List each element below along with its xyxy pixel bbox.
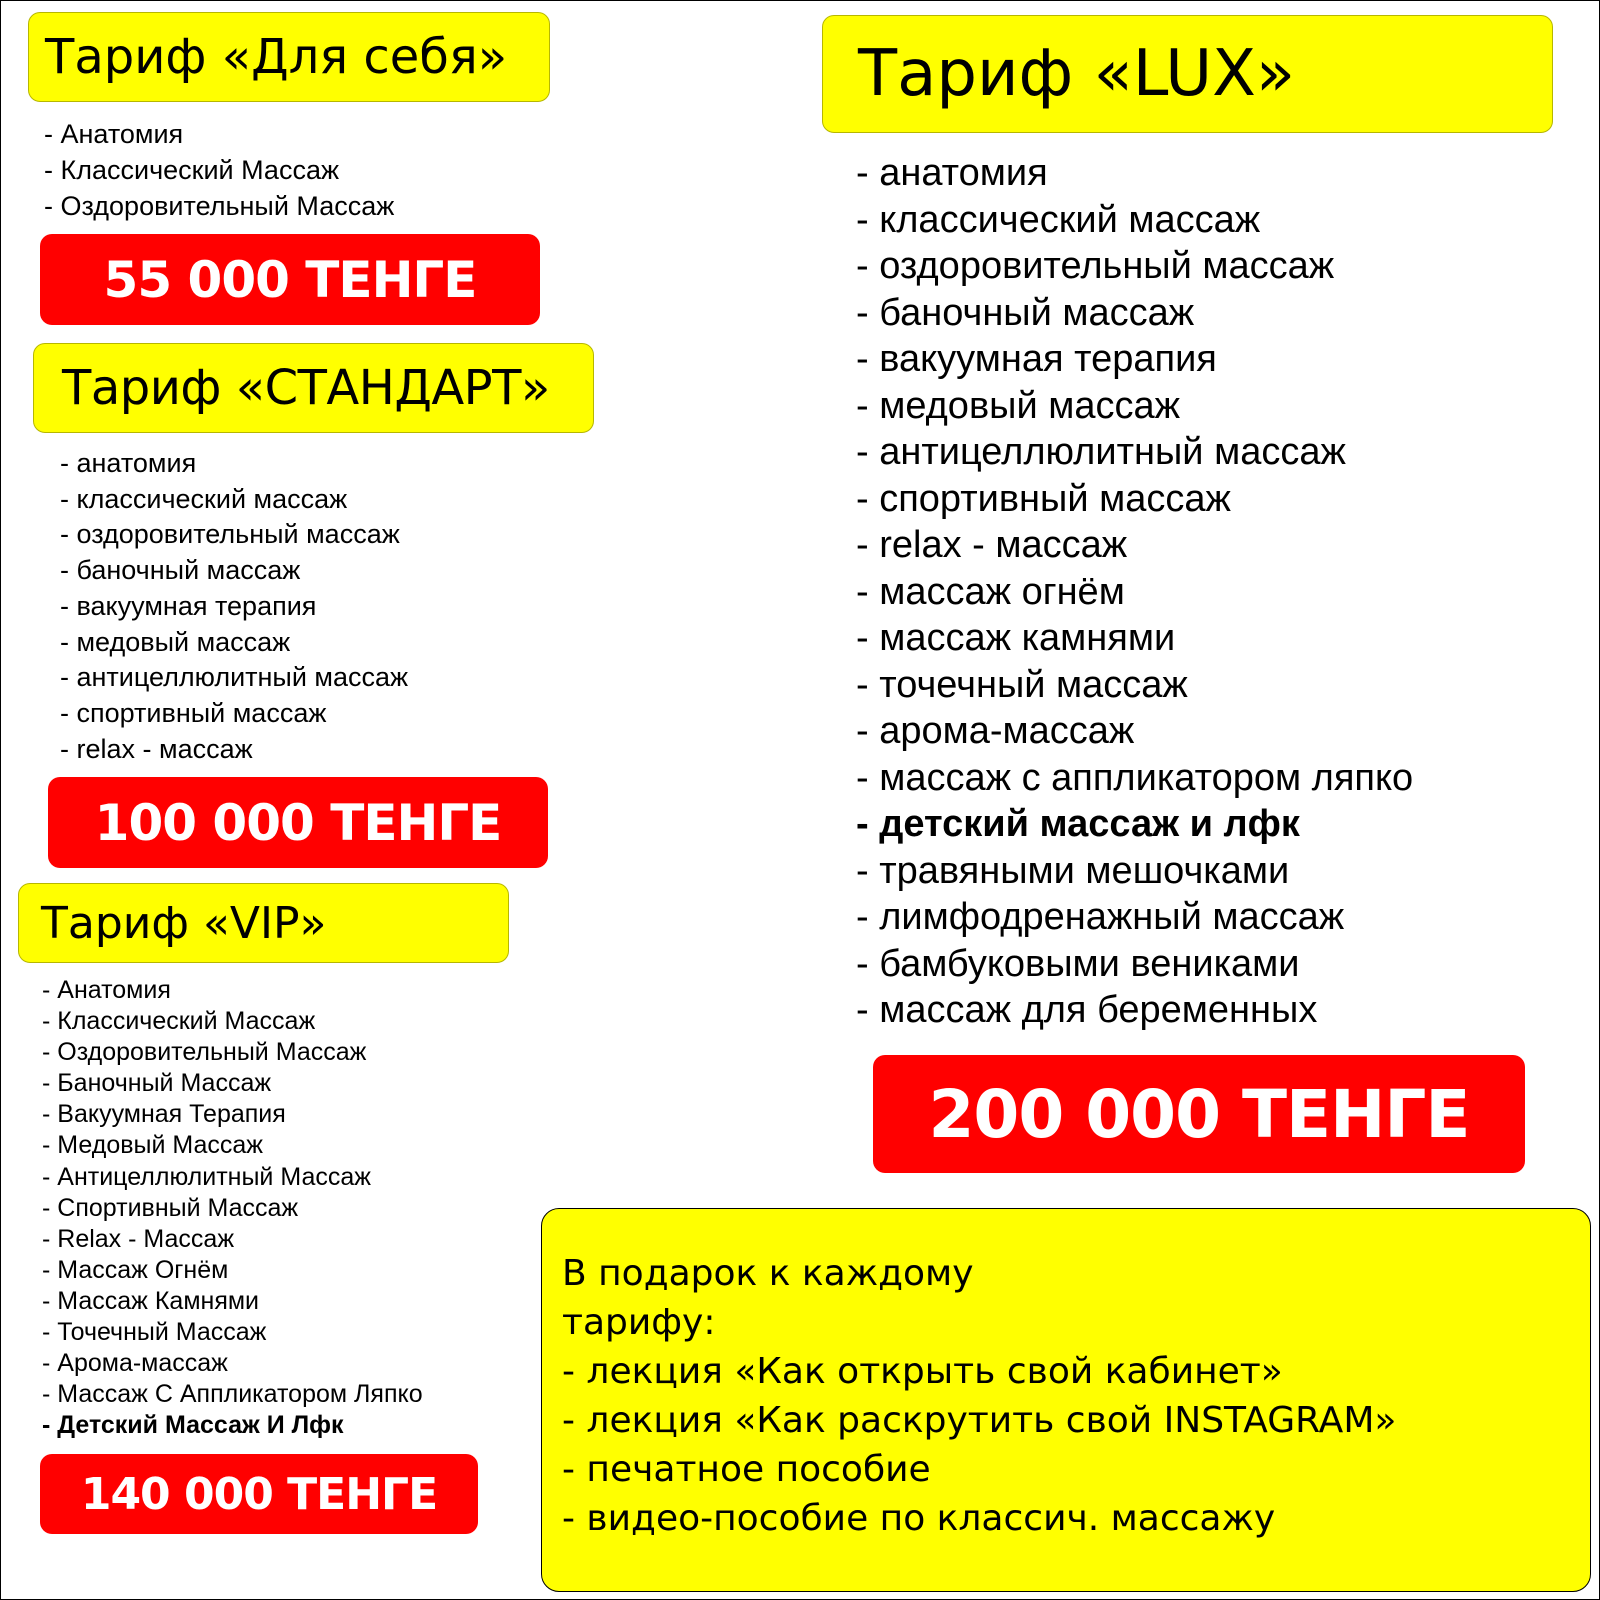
list-item: - детский массаж и лфк (856, 803, 1300, 845)
list-item: - оздоровительный массаж (60, 519, 400, 550)
list-item: - бамбуковыми вениками (856, 942, 1300, 985)
list-item: - массаж с аппликатором ляпко (856, 756, 1414, 799)
tariff-self-price (40, 234, 540, 325)
list-item: - Массаж С Аппликатором Ляпко (42, 1380, 423, 1409)
tariff-vip-price (40, 1454, 478, 1534)
gift-box (541, 1208, 1591, 1592)
list-item: - антицеллюлитный массаж (60, 662, 409, 693)
tariff-vip-list (42, 975, 423, 1441)
tariff-standard-header (33, 343, 594, 433)
list-item: - relax - массаж (856, 524, 1128, 566)
list-item: - Детский Массаж И Лфк (42, 1411, 344, 1440)
list-item: - точечный массаж (856, 663, 1188, 706)
list-item: - Медовый Массаж (42, 1131, 264, 1160)
list-item: - Анатомия (44, 119, 184, 149)
gift-line: - лекция «Как открыть свой кабинет» (562, 1351, 1283, 1392)
list-item: - баночный массаж (856, 291, 1195, 334)
list-item: - баночный массаж (60, 555, 301, 586)
list-item: - классический массаж (60, 483, 348, 514)
gift-line: - видео-пособие по классич. массажу (562, 1498, 1276, 1539)
list-item: - травяными мешочками (856, 849, 1290, 892)
list-item: - Точечный Массаж (42, 1318, 267, 1347)
list-item: - Вакуумная Терапия (42, 1100, 286, 1129)
list-item: - медовый массаж (60, 626, 291, 657)
list-item: - вакуумная терапия (856, 338, 1217, 380)
tariff-vip-header (18, 883, 509, 963)
tariff-self-list (44, 116, 394, 224)
list-item: - антицеллюлитный массаж (856, 431, 1346, 473)
list-item: - массаж камнями (856, 617, 1176, 659)
list-item: - классический массаж (856, 198, 1261, 241)
tariff-standard-title: Тариф «СТАНДАРТ» (62, 360, 550, 416)
list-item: - relax - массаж (60, 733, 253, 764)
list-item: - Оздоровительный Массаж (44, 191, 395, 221)
tariff-standard-price-label: 100 000 ТЕНГЕ (94, 793, 502, 852)
list-item: - Массаж Огнём (42, 1255, 229, 1284)
list-item: - Relax - Массаж (42, 1224, 235, 1253)
tariff-self-price-label: 55 000 ТЕНГЕ (103, 250, 477, 309)
tariff-standard-price (48, 777, 548, 868)
list-item: - вакуумная терапия (60, 590, 317, 621)
gift-line: - лекция «Как раскрутить свой INSTAGRAM» (562, 1400, 1397, 1441)
list-item: - Массаж Камнями (42, 1286, 260, 1315)
tariff-self-header (28, 12, 550, 102)
list-item: - анатомия (60, 448, 197, 478)
tariff-lux-price (873, 1055, 1525, 1173)
tariff-self-title: Тариф «Для себя» (45, 29, 508, 85)
list-item: - Арома-массаж (42, 1349, 228, 1378)
list-item: - Антицеллюлитный Массаж (42, 1162, 371, 1191)
tariff-lux-header (822, 15, 1553, 133)
list-item: - спортивный массаж (856, 477, 1231, 520)
tariff-vip-title: Тариф «VIP» (41, 897, 327, 949)
list-item: - медовый массаж (856, 384, 1181, 427)
list-item: - арома-массаж (856, 710, 1135, 752)
list-item: - массаж огнём (856, 570, 1125, 613)
list-item: - спортивный массаж (60, 697, 327, 728)
tariff-lux-price-label: 200 000 ТЕНГЕ (928, 1075, 1470, 1153)
tariff-standard-list (60, 446, 408, 767)
list-item: - массаж для беременных (856, 989, 1318, 1031)
gift-line: тарифу: (562, 1302, 716, 1343)
tariff-lux-title: Тариф «LUX» (858, 37, 1296, 111)
tariff-lux-list (856, 150, 1413, 1034)
list-item: - оздоровительный массаж (856, 245, 1335, 287)
gift-line: В подарок к каждому (562, 1253, 974, 1294)
tariff-vip-price-label: 140 000 ТЕНГЕ (80, 1468, 438, 1520)
list-item: - Спортивный Массаж (42, 1193, 299, 1222)
list-item: - Классический Массаж (44, 155, 340, 185)
list-item: - Баночный Массаж (42, 1069, 272, 1098)
list-item: - Анатомия (42, 976, 171, 1004)
list-item: - Оздоровительный Массаж (42, 1038, 367, 1067)
list-item: - анатомия (856, 152, 1048, 194)
list-item: - лимфодренажный массаж (856, 896, 1345, 938)
gift-line: - печатное пособие (562, 1449, 931, 1490)
list-item: - Классический Массаж (42, 1007, 316, 1036)
